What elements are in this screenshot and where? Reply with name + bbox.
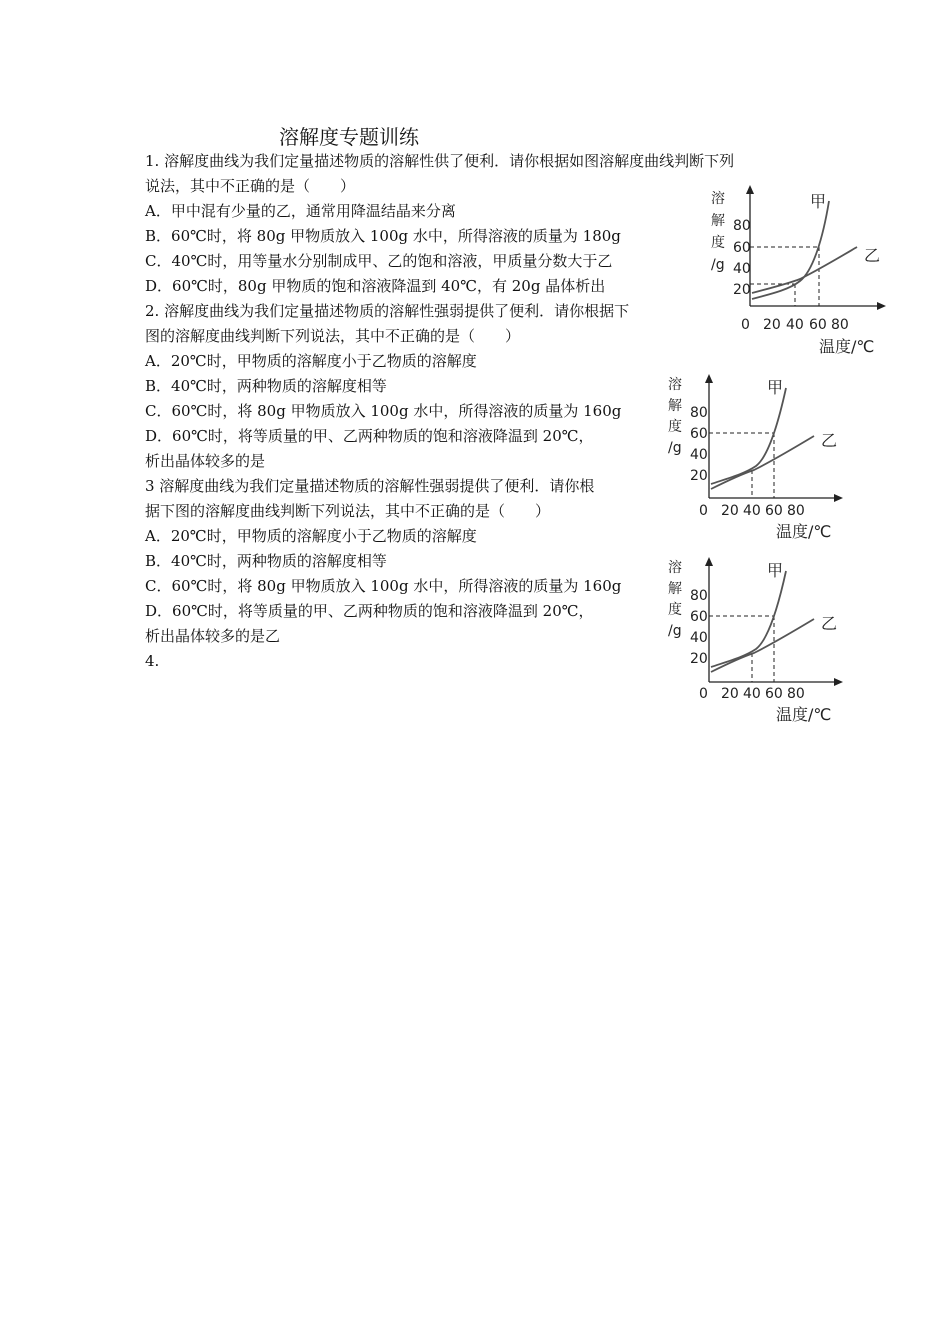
y-label-char: 解 bbox=[711, 213, 725, 229]
y-tick-label: 80 bbox=[690, 405, 708, 421]
x-tick-label: 0 bbox=[699, 503, 708, 519]
x-tick-label: 0 bbox=[741, 317, 750, 333]
question-line: 1. 溶解度曲线为我们定量描述物质的溶解性供了便利．请你根据如图溶解度曲线判断下列 bbox=[145, 152, 735, 170]
y-label-char: 溶 bbox=[668, 560, 682, 576]
option-line: 析出晶体较多的是 bbox=[145, 452, 266, 470]
option-line: B．60℃时，将 80g 甲物质放入 100g 水中，所得溶液的质量为 180g bbox=[145, 227, 621, 245]
y-label-char: /g bbox=[668, 440, 682, 456]
series-label-jia: 甲 bbox=[767, 378, 784, 397]
x-tick-label: 60 bbox=[765, 686, 783, 702]
y-axis-arrow bbox=[705, 374, 713, 383]
question-line: 4. bbox=[145, 652, 160, 670]
y-label-char: 度 bbox=[711, 235, 725, 251]
option-line: C．60℃时，将 80g 甲物质放入 100g 水中，所得溶液的质量为 160g bbox=[145, 577, 622, 595]
x-tick-label: 20 bbox=[763, 317, 781, 333]
series-label-yi: 乙 bbox=[821, 431, 838, 450]
y-label-char: 度 bbox=[668, 419, 682, 435]
y-tick-label: 20 bbox=[690, 468, 708, 484]
y-tick-label: 60 bbox=[690, 609, 708, 625]
x-tick-label: 60 bbox=[809, 317, 827, 333]
y-tick-label: 40 bbox=[690, 630, 708, 646]
option-line: A．20℃时，甲物质的溶解度小于乙物质的溶解度 bbox=[145, 352, 477, 370]
y-tick-label: 80 bbox=[733, 218, 751, 234]
option-line: C．40℃时，用等量水分别制成甲、乙的饱和溶液，甲质量分数大于乙 bbox=[145, 252, 613, 270]
series-label-jia: 甲 bbox=[810, 192, 827, 211]
x-axis-label: 温度/℃ bbox=[776, 705, 832, 724]
x-tick-label: 20 bbox=[721, 686, 739, 702]
y-axis-arrow bbox=[746, 185, 754, 194]
x-tick-label: 40 bbox=[743, 686, 761, 702]
x-tick-label: 40 bbox=[743, 503, 761, 519]
x-axis-arrow bbox=[834, 494, 843, 502]
y-label-char: 溶 bbox=[711, 191, 725, 207]
x-axis-label: 温度/℃ bbox=[819, 337, 875, 356]
y-tick-label: 20 bbox=[690, 651, 708, 667]
y-tick-label: 40 bbox=[690, 447, 708, 463]
option-line: A．甲中混有少量的乙，通常用降温结晶来分离 bbox=[145, 202, 456, 220]
question-line: 说法，其中不正确的是（ ） bbox=[145, 177, 356, 195]
curve-yi bbox=[752, 247, 857, 293]
x-tick-label: 80 bbox=[831, 317, 849, 333]
x-tick-label: 20 bbox=[721, 503, 739, 519]
series-label-yi: 乙 bbox=[821, 614, 838, 633]
y-label-char: 解 bbox=[668, 398, 682, 414]
y-tick-label: 60 bbox=[733, 240, 751, 256]
solubility-graph-1 bbox=[705, 183, 895, 358]
solubility-graph-3 bbox=[664, 553, 854, 728]
y-label-char: 度 bbox=[668, 602, 682, 618]
option-line: B．40℃时，两种物质的溶解度相等 bbox=[145, 377, 387, 395]
y-label-char: 解 bbox=[668, 581, 682, 597]
curve-yi bbox=[711, 436, 814, 489]
x-tick-label: 80 bbox=[787, 686, 805, 702]
option-line: A．20℃时，甲物质的溶解度小于乙物质的溶解度 bbox=[145, 527, 477, 545]
option-line: D．60℃时，80g 甲物质的饱和溶液降温到 40℃，有 20g 晶体析出 bbox=[145, 277, 606, 295]
page-title: 溶解度专题训练 bbox=[279, 125, 419, 149]
curve-jia bbox=[711, 388, 786, 484]
x-tick-label: 80 bbox=[787, 503, 805, 519]
y-tick-label: 40 bbox=[733, 261, 751, 277]
x-tick-label: 0 bbox=[699, 686, 708, 702]
option-line: C．60℃时，将 80g 甲物质放入 100g 水中，所得溶液的质量为 160g bbox=[145, 402, 622, 420]
option-line: 析出晶体较多的是乙 bbox=[145, 627, 281, 645]
question-line: 3 溶解度曲线为我们定量描述物质的溶解性强弱提供了便利．请你根 bbox=[145, 477, 595, 495]
x-tick-label: 60 bbox=[765, 503, 783, 519]
question-line: 图的溶解度曲线判断下列说法，其中不正确的是（ ） bbox=[145, 327, 521, 345]
x-axis-arrow bbox=[834, 678, 843, 686]
option-line: B．40℃时，两种物质的溶解度相等 bbox=[145, 552, 387, 570]
y-label-char: /g bbox=[668, 623, 682, 639]
series-label-jia: 甲 bbox=[767, 561, 784, 580]
y-tick-label: 60 bbox=[690, 426, 708, 442]
x-axis-arrow bbox=[877, 302, 886, 310]
option-line: D．60℃时，将等质量的甲、乙两种物质的饱和溶液降温到 20℃， bbox=[145, 602, 594, 620]
curve-yi bbox=[711, 619, 814, 672]
x-tick-label: 40 bbox=[786, 317, 804, 333]
curve-jia bbox=[711, 571, 786, 667]
y-tick-label: 20 bbox=[733, 282, 751, 298]
y-label-char: 溶 bbox=[668, 377, 682, 393]
y-tick-label: 80 bbox=[690, 588, 708, 604]
curve-jia bbox=[752, 201, 829, 299]
y-label-char: /g bbox=[711, 257, 725, 273]
x-axis-label: 温度/℃ bbox=[776, 522, 832, 541]
question-line: 据下图的溶解度曲线判断下列说法，其中不正确的是（ ） bbox=[145, 502, 551, 520]
solubility-graph-2 bbox=[664, 370, 854, 545]
option-line: D．60℃时，将等质量的甲、乙两种物质的饱和溶液降温到 20℃， bbox=[145, 427, 594, 445]
question-line: 2. 溶解度曲线为我们定量描述物质的溶解性强弱提供了便利．请你根据下 bbox=[145, 302, 630, 320]
y-axis-arrow bbox=[705, 557, 713, 566]
series-label-yi: 乙 bbox=[864, 246, 881, 265]
